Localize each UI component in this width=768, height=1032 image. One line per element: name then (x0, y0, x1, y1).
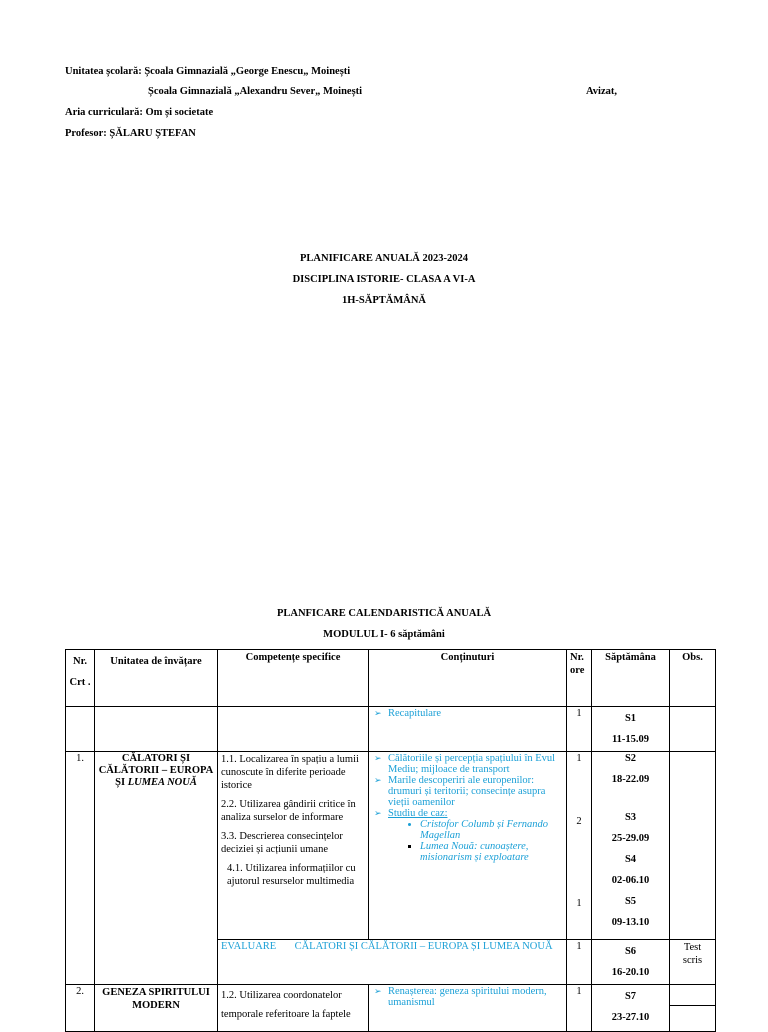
week-cell: S6 16-20.10 (592, 940, 670, 985)
hours-cell: 1 (567, 707, 592, 752)
school-unit-line: Unitatea școlară: Școala Gimnazială „George Enescu„ Moinești (65, 66, 351, 77)
header-competences: Competențe specifice (218, 650, 369, 707)
evaluation-label: EVALUARE CĂLATORI ȘI CĂLĂTORII – EUROPA ȘI LUMEA NOUĂ (218, 940, 567, 985)
hours-cell: 1 (567, 940, 592, 985)
curricular-area: Aria curriculară: Om și societate (65, 107, 214, 118)
row-number: 1. (66, 752, 95, 985)
week-cell: S2 18-22.09 S3 25-29.09 S4 02-06.10 S5 09-13.10 (592, 752, 670, 940)
header-week: Săptămâna (592, 650, 670, 707)
content-item: ➢ Recapitulare (372, 708, 563, 719)
week-cell: S7 23-27.10 (592, 985, 670, 1032)
contents-cell: ➢ Călătoriile și percepția spațiului în Evul Mediu; mijloace de transport ➢ Marile descoperiri ale europenilor: drumuri și teritorii; consecințe asupra vieții oamenilor ➢ Studiu de caz: • Cristofor Columb și Fernando Magellan ▪ Lumea Nouă: cunoaștere, misionarism și exploatare (369, 752, 567, 940)
school-unit-line-2: Școala Gimnazială „Alexandru Sever„ Moinești (148, 86, 363, 97)
approved-label: Avizat, (586, 86, 618, 97)
table-header-row (66, 650, 716, 707)
learning-unit: CĂLATORI ȘI CĂLĂTORII – EUROPA ȘI LUMEA NOUĂ (95, 752, 218, 985)
plan-title: PLANIFICARE ANUALĂ 2023-2024 (299, 253, 468, 264)
discipline-title: DISCIPLINA ISTORIE- CLASA A VI-A (292, 274, 476, 285)
hours-per-week: 1H-SĂPTĂMÂNĂ (342, 295, 426, 306)
competences-cell: 1.1. Localizarea în spațiu a lumii cunoscute în diferite perioade istorice 2.2. Utilizarea gândirii critice în analiza surselor de informare 3.3. Descrierea consecințelor deciziei și acțiunii umane 4.1. Utilizarea informațiilor cu ajutorul resurselor multimedia (218, 752, 369, 940)
learning-unit: GENEZA SPIRITULUI MODERN (95, 985, 218, 1032)
competences-cell: 1.2. Utilizarea coordonatelor temporale referitoare la faptele (218, 985, 369, 1032)
row-number: 2. (66, 985, 95, 1032)
header-contents: Conținuturi (369, 650, 567, 707)
header-hours: Nr. ore (567, 650, 592, 707)
week-cell: S1 11-15.09 (592, 707, 670, 752)
calendar-plan-title: PLANFICARE CALENDARISTICĂ ANUALĂ (276, 608, 492, 619)
table-row (66, 752, 716, 940)
header-obs: Obs. (670, 650, 716, 707)
planning-table (65, 649, 716, 1032)
teacher-name: Profesor: ȘĂLARU ȘTEFAN (65, 128, 196, 139)
table-row (66, 985, 716, 1032)
table-row (66, 707, 716, 752)
contents-cell: ➢ Renașterea: geneza spiritului modern, umanismul (369, 985, 567, 1032)
hours-cell: 1 2 1 (567, 752, 592, 940)
header-unit: Unitatea de învățare (95, 650, 218, 707)
hours-cell: 1 (567, 985, 592, 1032)
obs-cell: Test scris (670, 940, 716, 985)
header-nr-crt: Nr. Crt . (66, 650, 95, 707)
module-title: MODULUL I- 6 săptămâni (323, 629, 445, 640)
